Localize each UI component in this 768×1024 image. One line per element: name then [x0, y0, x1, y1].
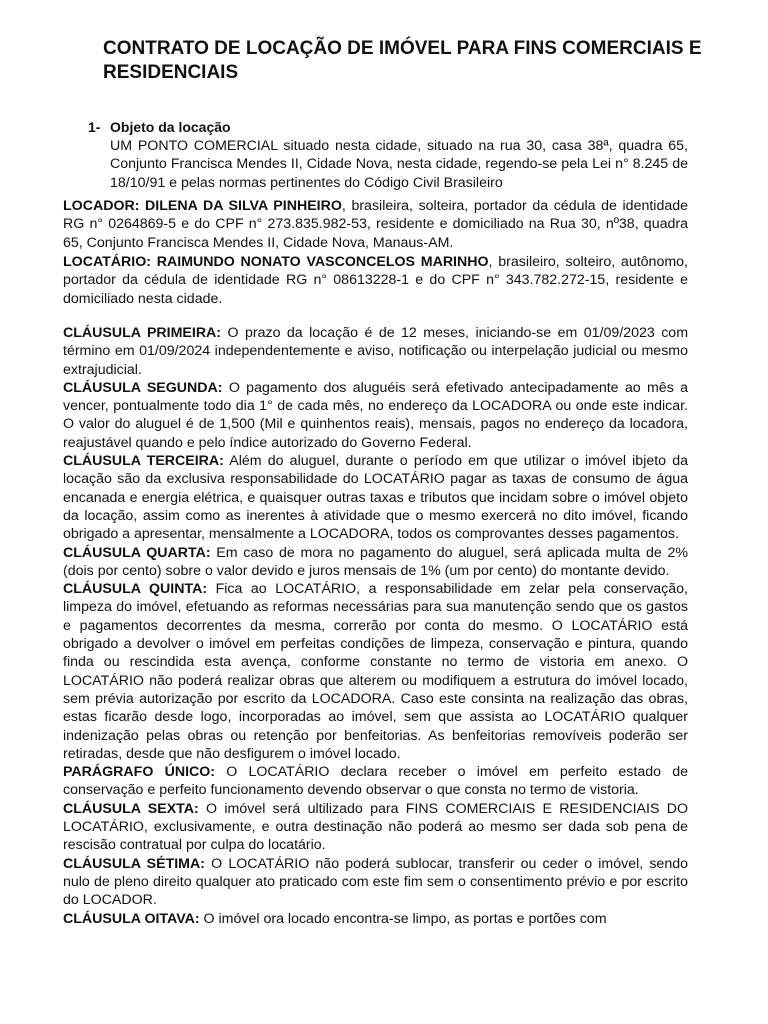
clause-text: O LOCATÁRIO não poderá sublocar, transferir ou ceder o imóvel, sendo nulo de pleno direito qualquer ato praticado com este fim sem o consentimento prévio e por escrito do LOCADOR.: [63, 855, 688, 909]
clause-text: Fica ao LOCATÁRIO, a responsabilidade em zelar pela conservação, limpeza do imóvel, efetuando as reformas necessárias para sua manutenção sendo que os gastos e pagamentos decorrentes da mesma, correrão por conta do mesmo. O LOCATÁRIO está obrigado a devolver o imóvel em perfeitas condições de limpeza, conservação e pintura, quando finda ou rescindida esta avença, conforme constante no termo de vistoria em anexo. O LOCATÁRIO não poderá realizar obras que alterem ou modifiquem a estrutura do imóvel locado, sem prévia autorização por escrito da LOCADORA. Caso este consinta na realização das obras, estas ficarão desde logo, incorporadas ao imóvel, sem que assista ao LOCATÁRIO qualquer indenização pelas obras ou retenção por benfeitorias. As benfeitorias removíveis poderão ser retiradas, desde que não desfigurem o imóvel locado.: [63, 581, 689, 762]
locatario-paragraph: [63, 253, 688, 308]
locador-label: LOCADOR: DILENA DA SILVA PINHEIRO: [63, 198, 342, 214]
clause-label: CLÁUSULA QUINTA:: [63, 581, 208, 598]
clause-label: CLÁUSULA OITAVA:: [63, 910, 200, 927]
clause-label: CLÁUSULA QUARTA:: [63, 544, 211, 561]
clause-paragraph: [63, 452, 688, 543]
clause-label: CLÁUSULA SÉTIMA:: [63, 855, 205, 872]
locador-details: , brasileira, solteira, portador da cédula de identidade RG n° 0264869-5 e do CPF n° 273.835.982-53, residente e domiciliado na Rua 30, nº38, quadra 65, Conjunto Francisca Mendes II, Cidade Nova, Manaus-AM.: [63, 198, 689, 251]
clause-label: CLÁUSULA TERCEIRA:: [63, 453, 224, 470]
clause-text: O imóvel ora locado encontra-se limpo, as portas e portões com: [199, 910, 607, 927]
clause-paragraph: [63, 855, 688, 910]
document-title: CONTRATO DE LOCAÇÃO DE IMÓVEL PARA FINS COMERCIAIS E RESIDENCIAIS: [103, 38, 702, 83]
clause-paragraph: [63, 580, 688, 763]
clauses-list: [63, 324, 688, 928]
locatario-details: , brasileiro, solteiro, autônomo, portador da cédula de identidade RG n° 08613228-1 e do CPF n° 343.782.272-15, residente e domiciliado nesta cidade.: [63, 254, 688, 307]
section-title: Objeto da locação: [110, 119, 231, 135]
clause-paragraph: [63, 544, 688, 581]
clause-text: Além do aluguel, durante o período em que utilizar o imóvel ibjeto da locação são da exclusiva responsabilidade do LOCATÁRIO pagar as taxas de consumo de água encanada e energia elétrica, e quaisquer outras taxas e tributos que incidam sobre o imóvel objeto da locação, assim como as inerentes à atividade que o mesmo exercerá no dito imóvel, ficando obrigado a apresentar, mensalmente a LOCADORA, todos os comprovantes desses pagamentos.: [63, 453, 688, 543]
clause-text: O pagamento dos aluguéis será efetivado antecipadamente ao mês a vencer, pontualmente todo dia 1° de cada mês, no endereço da LOCADORA ou onde este indicar. O valor do aluguel é de 1,500 (Mil e quinhentos reais), mensais, pagos no endereço da locadora, reajustável quando e pelo índice autorizado do Governo Federal.: [63, 379, 688, 451]
clause-label: CLÁUSULA SEGUNDA:: [63, 379, 223, 396]
clause-text: Em caso de mora no pagamento do aluguel, será aplicada multa de 2% (dois por cento) sobre o valor devido e juros mensais de 1% (um por cento) do montante devido.: [63, 544, 688, 579]
clause-paragraph: [63, 763, 688, 800]
section-1-heading: [88, 118, 231, 136]
clause-paragraph: [63, 910, 688, 928]
clause-paragraph: [63, 800, 688, 855]
section-1-text: UM PONTO COMERCIAL situado nesta cidade, situado na rua 30, casa 38ª, quadra 65, Conjunto Francisca Mendes II, Cidade Nova, nesta cidade, regendo-se pela Lei n° 8.245 de 18/10/91 e pelas normas pertinentes do Código Civil Brasileiro: [110, 138, 688, 191]
clause-text: O prazo da locação é de 12 meses, iniciando-se em 01/09/2023 com término em 01/09/2024 independentemente e aviso, notificação ou interpelação judicial ou mesmo extrajudicial.: [63, 325, 689, 378]
clause-label: CLÁUSULA SEXTA:: [63, 800, 199, 817]
clause-paragraph: [63, 379, 688, 452]
clause-label: CLÁUSULA PRIMEIRA:: [63, 325, 222, 341]
clause-text: O imóvel será ultilizado para FINS COMERCIAIS E RESIDENCIAIS DO LOCATÁRIO, exclusivamente, e outra destinação não poderá ao mesmo ser dada sob pena de rescisão contratual por culpa do locatário.: [63, 800, 688, 854]
clause-label: PARÁGRAFO ÚNICO:: [63, 764, 216, 781]
clause-paragraph: [63, 324, 688, 379]
locador-paragraph: [63, 197, 688, 252]
section-number: 1-: [88, 119, 101, 135]
locatario-label: LOCATÁRIO: RAIMUNDO NONATO VASCONCELOS MARINHO: [63, 254, 489, 270]
clause-text: O LOCATÁRIO declara receber o imóvel em perfeito estado de conservação e perfeito funcionamento devendo observar o que consta no termo de vistoria.: [63, 764, 688, 799]
